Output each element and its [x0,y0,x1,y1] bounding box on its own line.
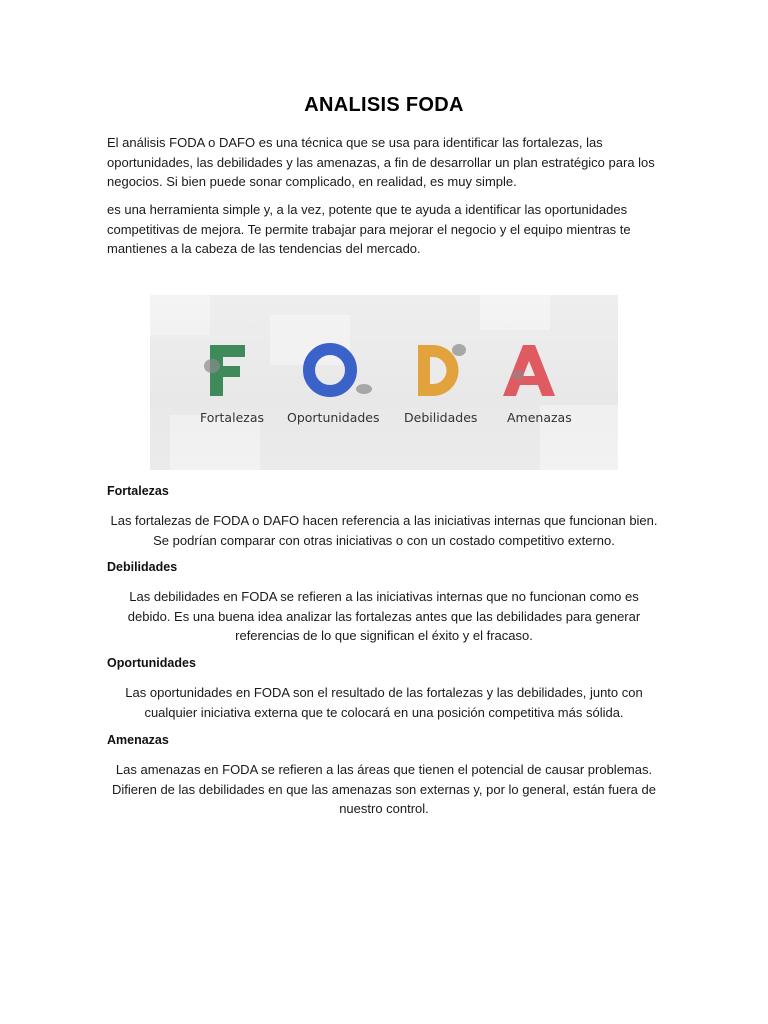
section-heading-oportunidades: Oportunidades [107,656,196,670]
section-body-debilidades: Las debilidades en FODA se refieren a las iniciativas internas que no funcionan como es debido. Es una buena idea analizar las fortalezas antes que las debilidades para generar referencias de lo que significan el éxito y el fracaso. [127,589,641,643]
page-title: ANALISIS FODA [304,94,464,116]
letter-f-graphic [204,345,245,396]
letter-d-graphic [418,344,466,396]
foda-letters-graphic [150,295,618,470]
intro-paragraph-2: es una herramienta simple y, a la vez, potente que te ayuda a identificar las oportunidades competitivas de mejora. Te permite trabajar para mejorar el negocio y el equipo mientras te mantienes a la cabeza de las tendencias del mercado. [107,202,631,256]
banner-label-oportunidades: Oportunidades [287,410,380,425]
banner-label-debilidades: Debilidades [404,410,478,425]
section-heading-fortalezas: Fortalezas [107,484,169,498]
intro-paragraph-1: El análisis FODA o DAFO es una técnica que se usa para identificar las fortalezas, las oportunidades, las debilidades y las amenazas, a fin de desarrollar un plan estratégico para los negocios. Si bien puede sonar complicado, en realidad, es muy simple. [107,135,655,189]
section-body-oportunidades: Las oportunidades en FODA son el resultado de las fortalezas y las debilidades, junto con cualquier iniciativa externa que te colocará en una posición competitiva más sólida. [125,685,643,720]
section-heading-amenazas: Amenazas [107,733,169,747]
section-body-fortalezas: Las fortalezas de FODA o DAFO hacen referencia a las iniciativas internas que funcionan bien. Se podrían comparar con otras iniciativas o con un costado competitivo externo. [110,513,658,548]
letter-o-graphic [309,349,372,394]
foda-banner-image [150,295,618,470]
letter-a-graphic [503,345,555,396]
banner-label-amenazas: Amenazas [507,410,572,425]
banner-label-fortalezas: Fortalezas [200,410,264,425]
section-body-amenazas: Las amenazas en FODA se refieren a las áreas que tienen el potencial de causar problemas. Difieren de las debilidades en que las amenazas son externas y, por lo general, están fuera de nuestro control. [112,762,656,816]
section-heading-debilidades: Debilidades [107,560,178,574]
